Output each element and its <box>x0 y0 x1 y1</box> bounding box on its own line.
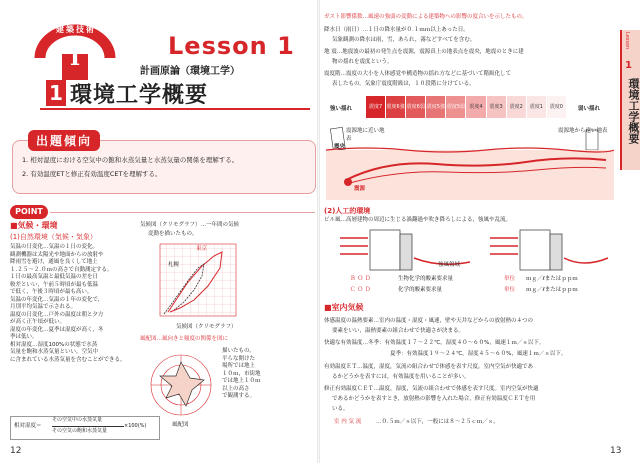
body-line: 気温の年変化…気温の１年の変化で， <box>10 296 104 303</box>
section-number: 1 <box>46 80 66 106</box>
climo-city-2: 札幌 <box>168 262 180 268</box>
intensity-line-2: 表したもの。気象庁震度階級は，１０段階に分けている。 <box>332 81 475 87</box>
weak-label: 弱い揺れ <box>578 106 601 112</box>
comfort-line-2: 夏季：有効温度１９～２４℃，湿度４５～６０%，風速１ｍ／ｓ以下。 <box>390 351 567 357</box>
cet-line-3: いる。 <box>332 406 349 412</box>
tab-title: 環境工学概要 <box>627 78 640 144</box>
body-line: 観測機器は太陽光や地面からの放射や <box>10 251 104 258</box>
wind-caption: 風配図 <box>172 422 189 428</box>
far-label: 震源地から遠い地表 <box>558 128 608 134</box>
page-number: 13 <box>610 446 622 456</box>
comfort-line-1: 快適な有効温度…冬季：有効温度１７～２２℃，湿度４０～６０%，風速１ｍ／ｓ以下。 <box>324 340 545 346</box>
quake-line-1: 地 震…地震波の最初の発生点を震源，震源真上の地表点を震央，地震のときに建 <box>324 49 524 55</box>
et-line-2: るかどうかを表すには，有効温度を用いることが多い。 <box>332 374 470 380</box>
body-line: 温度の日変化…戸外の温度は朝と夕方 <box>10 311 104 318</box>
left-page <box>0 0 318 463</box>
body-line: 相対湿度…湿度100%の状態で水蒸 <box>10 341 98 348</box>
thermal-line-1: 体感温度の温熱要素…室内の温度・湿度・風速，壁や天井などからの放射熱の４つの <box>324 318 534 324</box>
intensity-cell: 震度6強 <box>386 96 405 118</box>
chapter-number: I <box>69 45 81 71</box>
point-badge: POINT <box>10 205 48 219</box>
cet-line-2: であるかどうかを表すとき，放射熱の影響を入れた場合，修正有効温度ＣＥＴを用 <box>332 396 536 402</box>
strong-label: 強い揺れ <box>330 106 353 112</box>
intensity-cell: 震度2 <box>507 96 526 118</box>
natural-heading: (1)自然環境（気候・気象） <box>10 233 97 241</box>
bod-text: 生物化学的酸素要求量 <box>398 276 454 282</box>
building-wind-illustration <box>340 228 610 272</box>
climo-city-1: 東京 <box>196 246 208 252</box>
climo-heading: 気候図（クリモグラフ）…一年間の気候 <box>140 222 240 228</box>
wind-line: 平らな開けた <box>222 355 256 362</box>
series-label: 建築技術 <box>56 25 96 34</box>
bod-unit-label: 単位 <box>504 276 516 282</box>
gust-line: ガスト影響係数…風速の強弱の変動による建築物への影響の度合いを示したもの。 <box>324 14 528 20</box>
wind-line: で観測する。 <box>222 393 256 399</box>
wind-line: １０ｍ，市街地 <box>222 370 261 377</box>
et-line-1: 有効温度ＥＴ…温度，湿度，気流の組合わせで体感を表す尺度。室内空気が快適であ <box>324 364 534 370</box>
climo-heading-2: 変動を描いたもの。 <box>148 231 198 237</box>
thermal-line-2: 要素をいい，温熱要素の組合わせで快適さが決まる。 <box>332 328 465 334</box>
bod-label: ＢＯＤ <box>350 276 373 282</box>
intensity-scale <box>366 96 566 118</box>
bod-unit: ｍｇ／ℓまたはｐｐｍ <box>526 276 578 282</box>
wind-line: 描いたもの。 <box>222 348 255 354</box>
formula-rule <box>52 426 124 427</box>
cet-line-1: 修正有効温度ＣＥＴ…温度，湿度，気流の組合わせで体感を表す尺度。室内空気が快適 <box>324 386 539 392</box>
lesson-subtitle: 計画原論（環境工学） <box>140 66 240 77</box>
intensity-cell: 震度5弱 <box>446 96 465 118</box>
body-line: で低く，午後３時頃が最も高い。 <box>10 289 93 295</box>
cod-text: 化学的酸素要求量 <box>398 287 443 293</box>
body-line: 降雨雪を避け，通風を良くして地上 <box>10 259 98 265</box>
formula-tail: ×100(%) <box>124 423 147 429</box>
intensity-cell: 震度5強 <box>426 96 445 118</box>
body-line: 気量を飽和水蒸気量といい，空気中 <box>10 349 99 355</box>
body-line: 月別平均気温で示される。 <box>10 304 77 310</box>
side-tab <box>620 30 640 170</box>
quake-line-2: 物の揺れを震度という。 <box>332 59 393 65</box>
rain-line-1: 降水日（雨日）…１日の降水量が０.１ｍｍ以上あった日。 <box>324 27 469 33</box>
badge-divider <box>50 212 315 213</box>
building-wind-line: ビル風…高層建物の周辺に生じる渦翻過や吹き降ろしによる，強風や乱流。 <box>324 217 512 223</box>
right-page <box>320 0 638 463</box>
body-line: が高く正午頃が低い。 <box>10 319 66 325</box>
intensity-cell: 震度3 <box>487 96 506 118</box>
body-line: １日の最高気温と最低気温の差を日 <box>10 274 99 280</box>
formula-numerator: その空気中の水蒸気量 <box>52 417 103 423</box>
page-number: 12 <box>10 446 22 456</box>
chapter-emblem <box>34 18 116 80</box>
trend-header: 出題傾向 <box>28 130 100 151</box>
section-title: 環境工学概要 <box>70 83 209 108</box>
formula-label: 相対湿度＝ <box>14 423 42 429</box>
body-line: 湿度の年変化…夏季は湿度が高く，冬 <box>10 326 104 333</box>
lesson-label: Lesson 1 <box>168 32 295 60</box>
body-line: １.２５～２.０ｍの高さで自動測定する。 <box>10 266 113 273</box>
hypocenter-label: 震源 <box>354 186 366 192</box>
tab-lesson: Lesson <box>624 32 630 50</box>
body-line: 較差といい，午前５時頃が最も低温 <box>10 281 99 288</box>
body-line: 季は低い。 <box>10 334 38 340</box>
human-heading: (2)人工的環境 <box>324 207 371 215</box>
cod-label: ＣＯＤ <box>350 287 373 293</box>
formula-denominator: その空気の飽和水蒸気量 <box>52 428 108 434</box>
wind-line: 場所では地上 <box>222 363 256 369</box>
body-line: に含まれている水蒸気量を含むことができる。 <box>10 356 126 363</box>
weather-heading: ■気候・環境 <box>10 221 58 230</box>
rain-line-2: 気象観測の降水は雨，雪，あられ，霧などすべてを含む。 <box>332 37 476 43</box>
cod-unit: ｍｇ／ℓまたはｐｐｍ <box>526 287 578 293</box>
intensity-cell: 震度7 <box>366 96 385 118</box>
intensity-cell: 震度6弱 <box>406 96 425 118</box>
epicenter-label: 震央 <box>334 144 346 150</box>
tab-number: 1 <box>625 60 632 71</box>
strong-wind-zone-label: 強風領域 <box>438 262 461 268</box>
body-text <box>10 244 134 364</box>
climo-xlabel: 気候図（クリモグラフ） <box>176 324 237 330</box>
intensity-cell: 震度0 <box>547 96 566 118</box>
title-underline <box>40 108 310 110</box>
airflow-text: …０.５ｍ／ｓ以下，一般には８～２５ｃｍ／ｓ。 <box>376 419 499 425</box>
cod-unit-label: 単位 <box>504 287 516 293</box>
climograph-chart <box>150 240 240 325</box>
near-label: 震源地に近い地表 <box>346 128 385 142</box>
intensity-cell: 震度4 <box>466 96 485 118</box>
quake-figure <box>326 92 614 200</box>
trend-item-1: 1. 相対湿度における空気中の飽和水蒸気量と水蒸気量の関係を理解する。 <box>22 156 239 164</box>
intensity-cell: 震度1 <box>527 96 546 118</box>
wind-rose-chart <box>146 350 216 420</box>
airflow-label: 室 内 気 流 <box>334 419 362 425</box>
intensity-line-1: 震度階…震度の大小を人体感覚や構造物の揺れ方などに基づいて階級化して <box>324 71 512 77</box>
wind-line: では地上１０ｍ <box>222 378 261 384</box>
wind-text <box>222 348 312 401</box>
trend-item-2: 2. 有効温度ETと修正有効温度CETを理解する。 <box>22 170 162 178</box>
indoor-heading: ■室内気候 <box>324 303 364 312</box>
wind-heading: 風配図…風向きと頻度の関係を図に <box>140 336 229 342</box>
wind-line: 以上の高さ <box>222 385 250 392</box>
body-line: 気温の日変化…気温の１日の変化。 <box>10 244 99 250</box>
